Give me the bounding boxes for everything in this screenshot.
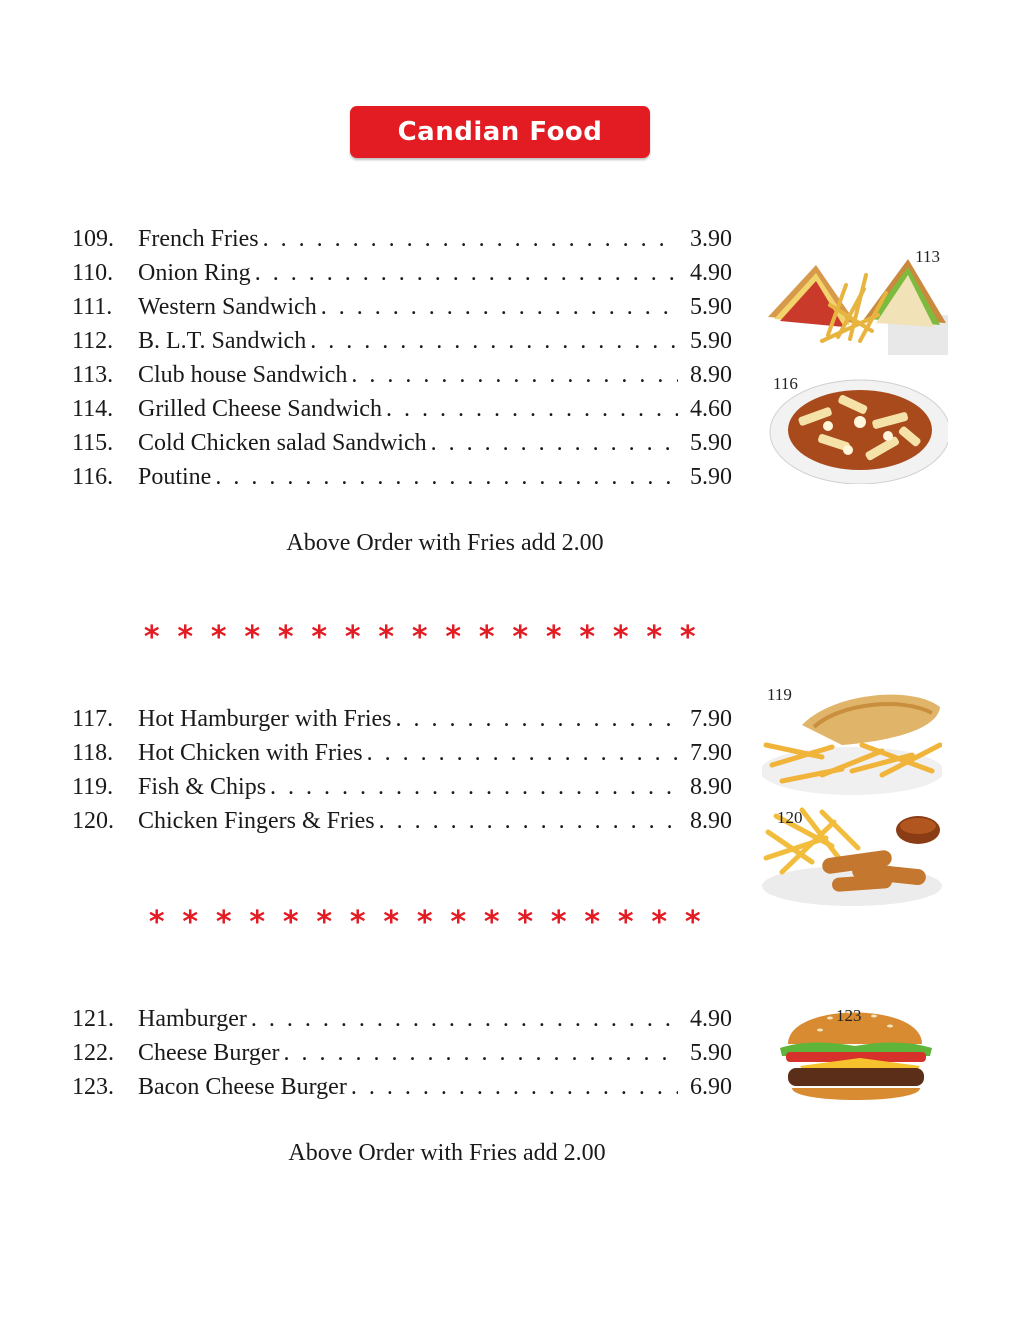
star-divider: * * * * * * * * * * * * * * * * * <box>148 905 701 940</box>
item-name: Cold Chicken salad Sandwich <box>138 430 427 456</box>
item-number: 117. <box>72 706 114 732</box>
dot-leader <box>284 1036 678 1070</box>
menu-item <box>72 1002 732 1036</box>
fish-and-chips-photo <box>762 685 942 795</box>
dot-leader <box>251 1002 678 1036</box>
item-name: Hot Chicken with Fries <box>138 740 363 766</box>
dot-leader <box>431 426 678 460</box>
chicken-fingers-photo <box>762 802 942 906</box>
dot-leader <box>351 358 678 392</box>
item-number: 123. <box>72 1074 114 1100</box>
item-name: Hamburger <box>138 1006 247 1032</box>
item-number: 109. <box>72 226 114 252</box>
item-name: Bacon Cheese Burger <box>138 1074 347 1100</box>
menu-item <box>72 290 732 324</box>
menu-item <box>72 702 732 736</box>
item-price: 7.90 <box>690 740 732 766</box>
menu-item <box>72 358 732 392</box>
item-price: 4.60 <box>690 396 732 422</box>
menu-item <box>72 804 732 838</box>
item-price: 7.90 <box>690 706 732 732</box>
item-price: 5.90 <box>690 294 732 320</box>
item-name: Club house Sandwich <box>138 362 348 388</box>
item-price: 4.90 <box>690 260 732 286</box>
dot-leader <box>215 460 678 494</box>
fries-note: Above Order with Fries add 2.00 <box>286 530 604 556</box>
page-title: Candian Food <box>397 117 603 147</box>
menu-section-with-fries <box>72 702 732 838</box>
item-name: Onion Ring <box>138 260 251 286</box>
menu-item <box>72 736 732 770</box>
item-number: 115. <box>72 430 114 456</box>
item-name: Cheese Burger <box>138 1040 280 1066</box>
item-price: 8.90 <box>690 362 732 388</box>
item-price: 8.90 <box>690 808 732 834</box>
menu-item <box>72 426 732 460</box>
menu-item <box>72 256 732 290</box>
item-price: 5.90 <box>690 430 732 456</box>
page-title-banner <box>350 106 650 158</box>
dot-leader <box>263 222 678 256</box>
item-price: 4.90 <box>690 1006 732 1032</box>
item-number: 116. <box>72 464 114 490</box>
fries-note: Above Order with Fries add 2.00 <box>288 1140 606 1166</box>
menu-item <box>72 770 732 804</box>
photo-number-label: 119 <box>767 685 792 704</box>
item-number: 113. <box>72 362 114 388</box>
burger-photo <box>770 992 950 1110</box>
photo-number-label: 120 <box>777 808 803 827</box>
item-number: 111. <box>72 294 113 320</box>
item-name: French Fries <box>138 226 259 252</box>
item-name: Poutine <box>138 464 212 490</box>
item-name: Hot Hamburger with Fries <box>138 706 392 732</box>
menu-item <box>72 1070 732 1104</box>
dot-leader <box>351 1070 678 1104</box>
dot-leader <box>270 770 678 804</box>
item-number: 110. <box>72 260 114 286</box>
photo-number-label: 116 <box>773 374 798 393</box>
star-divider: * * * * * * * * * * * * * * * * * <box>143 620 696 655</box>
item-name: Chicken Fingers & Fries <box>138 808 375 834</box>
dot-leader <box>310 324 678 358</box>
item-price: 6.90 <box>690 1074 732 1100</box>
photo-number-label: 123 <box>836 1006 862 1025</box>
item-number: 119. <box>72 774 114 800</box>
menu-section-burgers <box>72 1002 732 1104</box>
dot-leader <box>255 256 678 290</box>
item-price: 8.90 <box>690 774 732 800</box>
item-number: 120. <box>72 808 114 834</box>
item-number: 118. <box>72 740 114 766</box>
item-number: 112. <box>72 328 114 354</box>
menu-item <box>72 222 732 256</box>
dot-leader <box>367 736 678 770</box>
item-name: Grilled Cheese Sandwich <box>138 396 382 422</box>
item-name: Fish & Chips <box>138 774 267 800</box>
item-name: Western Sandwich <box>138 294 317 320</box>
item-price: 5.90 <box>690 328 732 354</box>
item-number: 122. <box>72 1040 114 1066</box>
dot-leader <box>321 290 678 324</box>
poutine-photo <box>768 372 948 484</box>
item-name: B. L.T. Sandwich <box>138 328 307 354</box>
menu-item <box>72 1036 732 1070</box>
item-price: 5.90 <box>690 464 732 490</box>
dot-leader <box>396 702 678 736</box>
item-price: 5.90 <box>690 1040 732 1066</box>
menu-item <box>72 324 732 358</box>
item-number: 114. <box>72 396 114 422</box>
dot-leader <box>386 392 678 426</box>
menu-section-canadian <box>72 222 732 494</box>
item-number: 121. <box>72 1006 114 1032</box>
menu-item <box>72 392 732 426</box>
item-price: 3.90 <box>690 226 732 252</box>
dot-leader <box>379 804 678 838</box>
menu-item <box>72 460 732 494</box>
club-sandwich-photo <box>768 245 948 355</box>
photo-number-label: 113 <box>915 247 940 266</box>
